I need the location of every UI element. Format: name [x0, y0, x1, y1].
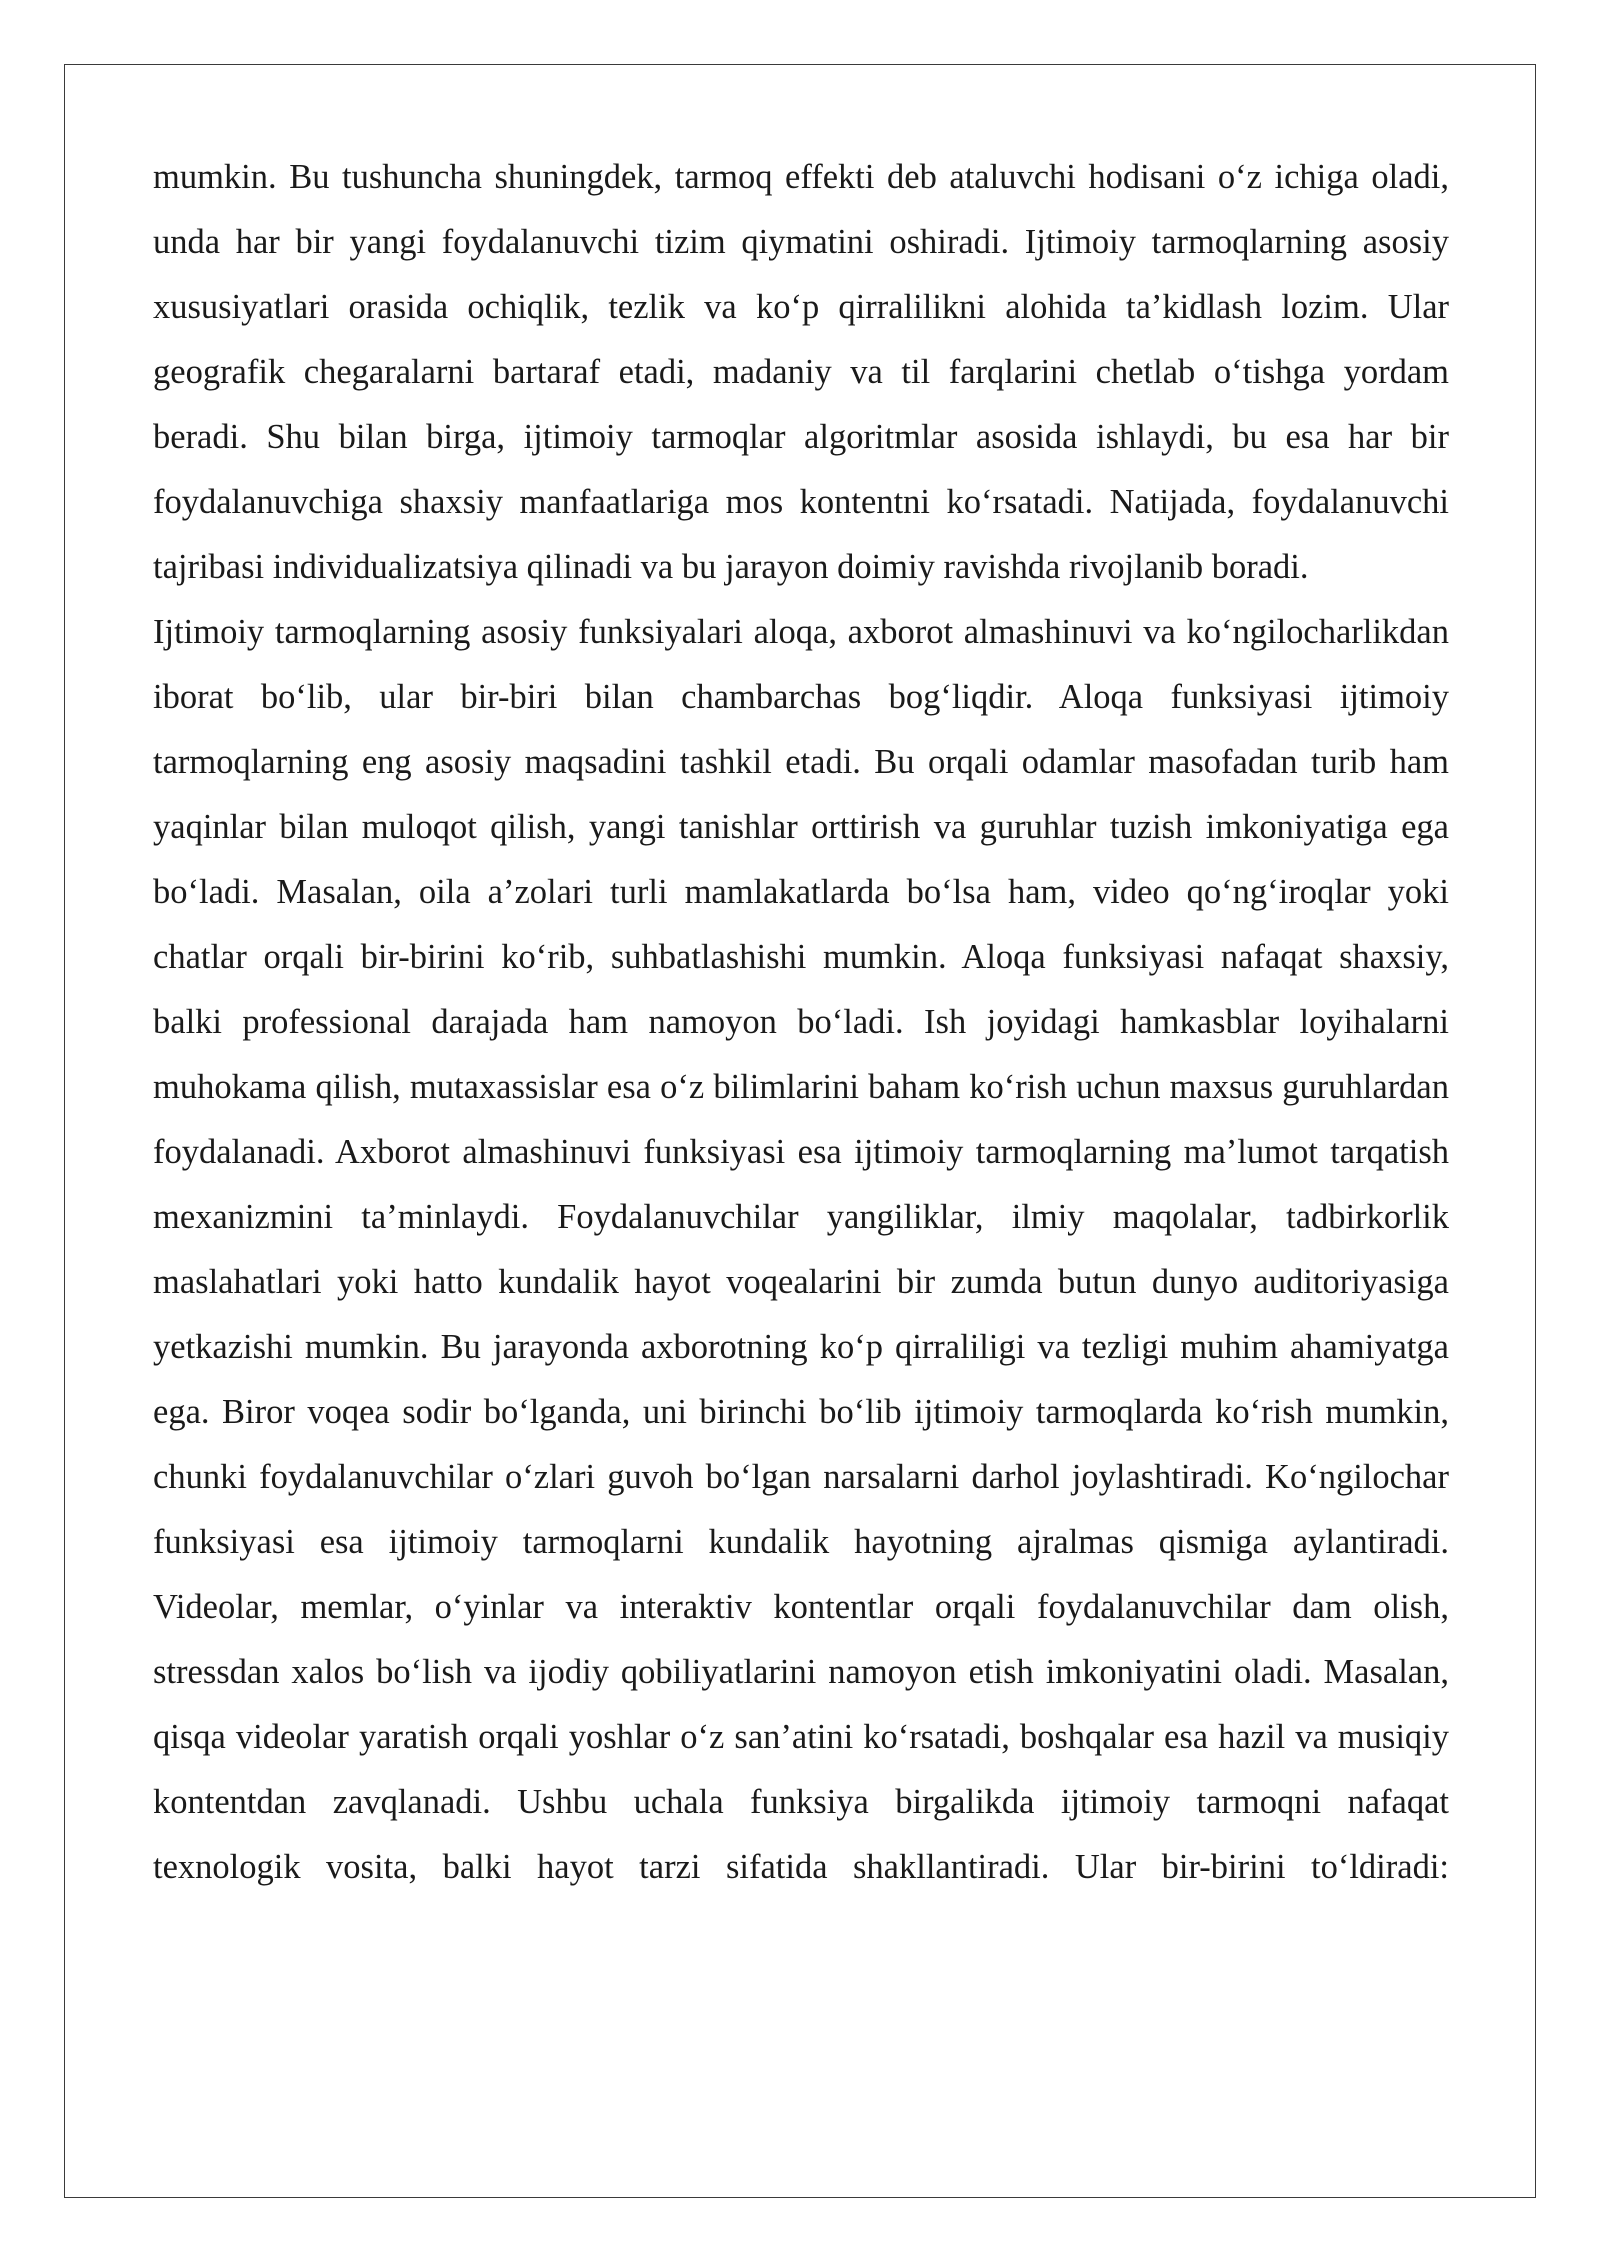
paragraph-network-characteristics: mumkin. Bu tushuncha shuningdek, tarmoq effekti deb ataluvchi hodisani o‘z ichiga oladi, unda har bir yangi foydalanuvchi tizim qiymatini oshiradi. Ijtimoiy tarmoqlarning asosiy xususiyatlari orasida ochiqlik, tezlik va ko‘p qirralilikni alohida ta’kidlash lozim. Ular geografik chegaralarni bartaraf etadi, madaniy va til farqlarini chetlab o‘tishga yordam beradi. Shu bilan birga, ijtimoiy tarmoqlar algoritmlar asosida ishlaydi, bu esa har bir foydalanuvchiga shaxsiy manfaatlariga mos kontentni ko‘rsatadi. Natijada, foydalanuvchi tajribasi individualizatsiya qilinadi va bu jarayon doimiy ravishda rivojlanib boradi.: [153, 158, 1449, 586]
paragraph-network-functions: Ijtimoiy tarmoqlarning asosiy funksiyalari aloqa, axborot almashinuvi va ko‘ngilocharlikdan iborat bo‘lib, ular bir-biri bilan chambarchas bog‘liqdir. Aloqa funksiyasi ijtimoiy tarmoqlarning eng asosiy maqsadini tashkil etadi. Bu orqali odamlar masofadan turib ham yaqinlar bilan muloqot qilish, yangi tanishlar orttirish va guruhlar tuzish imkoniyatiga ega bo‘ladi. Masalan, oila a’zolari turli mamlakatlarda bo‘lsa ham, video qo‘ng‘iroqlar yoki chatlar orqali bir-birini ko‘rib, suhbatlashishi mumkin. Aloqa funksiyasi nafaqat shaxsiy, balki professional darajada ham namoyon bo‘ladi. Ish joyidagi hamkasblar loyihalarni muhokama qilish, mutaxassislar esa o‘z bilimlarini baham ko‘rish uchun maxsus guruhlardan foydalanadi. Axborot almashinuvi funksiyasi esa ijtimoiy tarmoqlarning ma’lumot tarqatish mexanizmini ta’minlaydi. Foydalanuvchilar yangiliklar, ilmiy maqolalar, tadbirkorlik maslahatlari yoki hatto kundalik hayot voqealarini bir zumda butun dunyo auditoriyasiga yetkazishi mumkin. Bu jarayonda axborotning ko‘p qirraliligi va tezligi muhim ahamiyatga ega. Biror voqea sodir bo‘lganda, uni birinchi bo‘lib ijtimoiy tarmoqlarda ko‘rish mumkin, chunki foydalanuvchilar o‘zlari guvoh bo‘lgan narsalarni darhol joylashtiradi. Ko‘ngilochar funksiyasi esa ijtimoiy tarmoqlarni kundalik hayotning ajralmas qismiga aylantiradi. Videolar, memlar, o‘yinlar va interaktiv kontentlar orqali foydalanuvchilar dam olish, stressdan xalos bo‘lish va ijodiy qobiliyatlarini namoyon etish imkoniyatini oladi. Masalan, qisqa videolar yaratish orqali yoshlar o‘z san’atini ko‘rsatadi, boshqalar esa hazil va musiqiy kontentdan zavqlanadi. Ushbu uchala funksiya birgalikda ijtimoiy tarmoqni nafaqat texnologik vosita, balki hayot tarzi sifatida shakllantiradi. Ular bir-birini to‘ldiradi:: [153, 613, 1449, 1886]
document-body: [153, 145, 1449, 1900]
